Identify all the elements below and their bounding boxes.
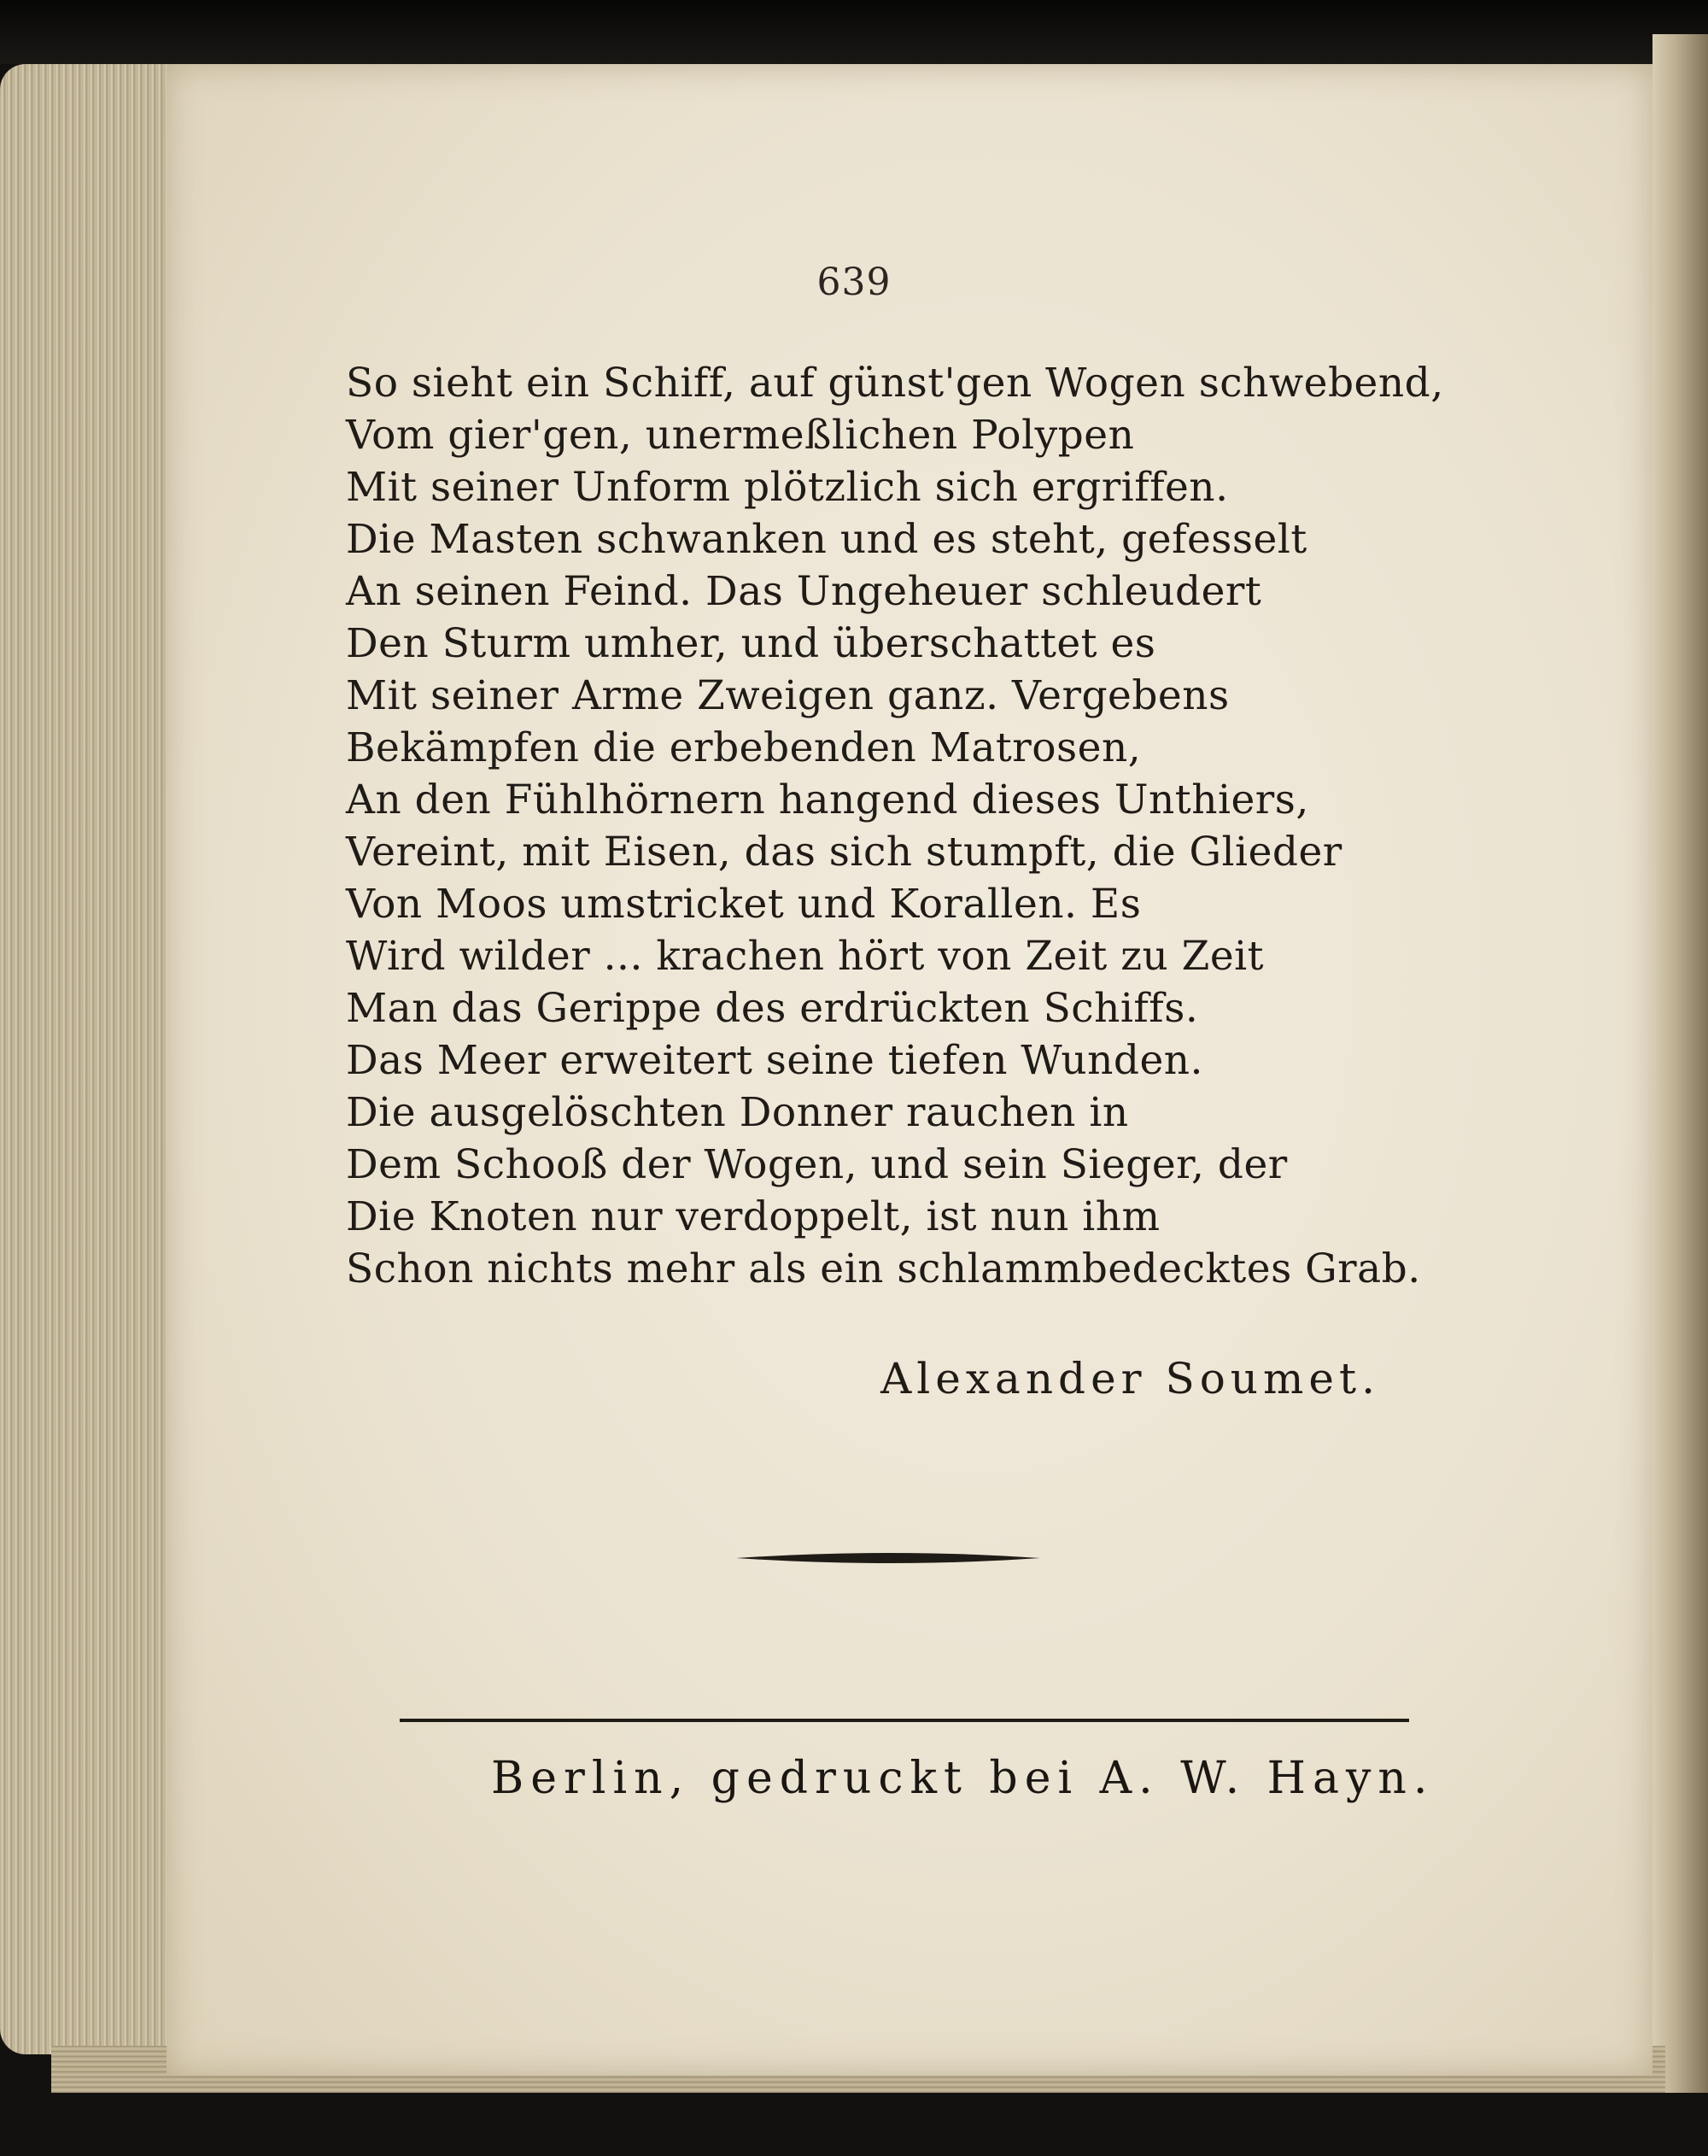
book-cover-top: [0, 0, 1708, 64]
poem-line: Vereint, mit Eisen, das sich stumpft, die Glieder: [346, 829, 1342, 876]
poem-line: Von Moos umstricket und Korallen. Es: [346, 881, 1142, 928]
poem-line: Schon nichts mehr als ein schlammbedecktes Grab.: [346, 1245, 1421, 1292]
poem-line: Die Masten schwanken und es steht, gefesselt: [346, 516, 1307, 563]
ornament-divider: [736, 1548, 1040, 1568]
poem-line: Wird wilder ... krachen hört von Zeit zu Zeit: [346, 933, 1265, 980]
poem-line: Die Knoten nur verdoppelt, ist nun ihm: [346, 1193, 1161, 1240]
poem-line: Das Meer erweitert seine tiefen Wunden.: [346, 1037, 1203, 1084]
book-cover-right: [1652, 34, 1708, 2093]
page-number: 639: [816, 261, 892, 304]
poem-line: Den Sturm umher, und überschattet es: [346, 620, 1156, 667]
poem: [346, 357, 1456, 1295]
author-signature: Alexander Soumet.: [880, 1354, 1380, 1403]
poem-line: Bekämpfen die erbebenden Matrosen,: [346, 724, 1142, 771]
imprint-rule: [400, 1717, 1409, 1724]
printer-imprint: Berlin, gedruckt bei A. W. Hayn.: [491, 1753, 1435, 1804]
poem-line: Dem Schooß der Wogen, und sein Sieger, der: [346, 1141, 1288, 1188]
poem-line: Vom gier'gen, unermeßlichen Polypen: [346, 412, 1135, 459]
book-page-edges: [0, 64, 171, 2054]
poem-line: Mit seiner Unform plötzlich sich ergriffen.: [346, 464, 1229, 511]
poem-line: Mit seiner Arme Zweigen ganz. Vergebens: [346, 672, 1230, 719]
poem-line: Man das Gerippe des erdrückten Schiffs.: [346, 985, 1199, 1032]
poem-line: So sieht ein Schiff, auf günst'gen Wogen schwebend,: [346, 360, 1444, 407]
poem-line: An den Fühlhörnern hangend dieses Unthiers,: [346, 776, 1309, 823]
poem-line: An seinen Feind. Das Ungeheuer schleudert: [346, 568, 1262, 615]
poem-line: Die ausgelöschten Donner rauchen in: [346, 1089, 1129, 1136]
